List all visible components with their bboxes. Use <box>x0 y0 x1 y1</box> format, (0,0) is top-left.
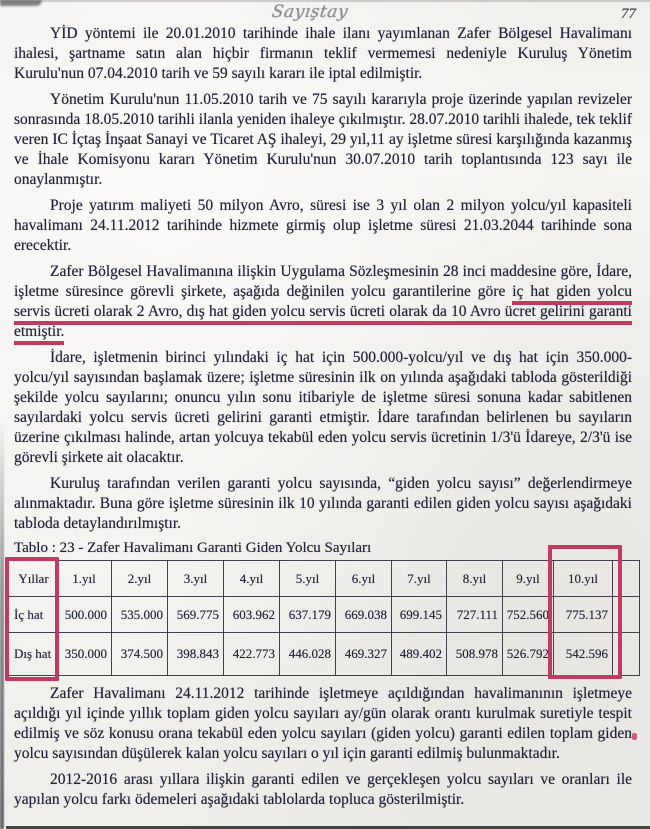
table-cell: 508.978 <box>447 633 503 676</box>
table-sliver-cell <box>613 633 640 676</box>
table-header-row <box>9 561 640 597</box>
table-cell: 569.775 <box>168 597 224 633</box>
paragraph-2012-2016-summary: 2012-2016 arası yıllara ilişkin garanti edilen ve gerçekleşen yolcu sayıları ve oranları ile yapılan yolcu farkı ödemeleri aşağıdaki tablolarda topluca gösterilmiştir. <box>14 771 632 808</box>
scan-edge-left-artifact <box>0 420 4 829</box>
table-row-label: İç hat <box>9 597 57 633</box>
table-cell: 446.028 <box>280 633 336 676</box>
table-header-cell: 8.yıl <box>447 561 503 597</box>
table-cell: 752.560 <box>503 597 554 633</box>
table-sliver-cell <box>613 561 640 597</box>
table-cell: 374.500 <box>112 633 168 676</box>
table-header-cell: 7.yıl <box>392 561 447 597</box>
table-header-cell: 4.yıl <box>224 561 280 597</box>
table-cell: 699.145 <box>392 597 447 633</box>
table-header-cell: 3.yıl <box>168 561 224 597</box>
table-cell: 727.111 <box>447 597 503 633</box>
table-cell: 350.000 <box>57 633 112 676</box>
table-cell: 669.038 <box>336 597 392 633</box>
table-cell: 603.962 <box>224 597 280 633</box>
table-cell: 535.000 <box>112 597 168 633</box>
table-cell: 542.596 <box>554 633 613 676</box>
header-script-signature: Sayıştay <box>270 2 350 22</box>
paragraph-passenger-guarantee-detail: İdare, işletmenin birinci yılındaki iç hat için 500.000-yolcu/yıl ve dış hat için 350.000-yolcu/yıl sayısından başlamak üzere; işletme süresinin ilk on yılında aşağıdaki tabloda gösterildiği şekilde yolcu sayılarını; onuncu yılın sonu itibariyle de işletme süresi sonuna kadar sabitlenen sayılardaki yolcu servis ücreti gelirini garanti etmiştir. İdare tarafından belirlenen bu sayıların üzerine çıkılması halinde, artan yolcuya tekabül eden yolcu servis ücretinin 1/3'ü İdareye, 2/3'ü ise görevli şirkete ait olacaktır. <box>14 349 632 466</box>
table-header-cell: 5.yıl <box>280 561 336 597</box>
table-header-cell: 9.yıl <box>503 561 554 597</box>
table-cell: 526.792 <box>503 633 554 676</box>
scan-smudge-topleft-artifact <box>0 0 42 6</box>
paragraph-opening-year-proration: Zafer Havalimanı 24.11.2012 tarihinde işletmeye açıldığından havalimanının işletmeye açıldığı yıl içinde yıllık toplam giden yolcu sayıları ay/gün olarak orantı kurulmak suretiyle tespit edilmiş ve söz konusu orana tekabül eden yolcu sayıları (giden yolcu) garanti edilen toplam giden yolcu sayısından düşülerek kalan yolcu sayıları o yıl için garanti edilmiş bulunmaktadır. <box>14 685 632 762</box>
table-caption: Tablo : 23 - Zafer Havalimanı Garanti Giden Yolcu Sayıları <box>14 540 372 556</box>
table-cell: 422.773 <box>224 633 280 676</box>
table-header-cell: 1.yıl <box>57 561 112 597</box>
paragraph-tender-cancellation: YİD yöntemi ile 20.01.2010 tarihinde ihale ilanı yayımlanan Zafer Bölgesel Havalimanı ihalesi, şartname satın alan hiçbir firmanın teklif vermemesi nedeniyle Kuruluş Yönetim Kurulu'nun 07.04.2010 tarih ve 59 sayılı kararı ile iptal edilmiştir. <box>14 25 632 82</box>
red-mark-artifact <box>632 733 637 740</box>
table-cell: 637.179 <box>280 597 336 633</box>
paragraph-retender-award: Yönetim Kurulu'nun 11.05.2010 tarih ve 75 sayılı kararıyla proje üzerinde yapılan revizeler sonrasında 18.05.2010 tarihli ilanla yeniden ihaleye çıkılmıştır. 28.07.2010 tarihli ihalede, tek teklif veren IC İçtaş İnşaat Sanayi ve Ticaret AŞ ihaleyi, 29 yıl,11 ay işletme süresi karşılığında kazanmış ve İhale Komisyonu kararı Yönetim Kurulu'nun 30.07.2010 tarih toplantısında 123 sayı ile onaylanmıştır. <box>14 91 632 188</box>
guarantee-table-wrapper <box>8 560 639 676</box>
table-row-domestic <box>9 597 640 633</box>
table-cell: 398.843 <box>168 633 224 676</box>
paragraph-guarantee-clause <box>14 262 632 342</box>
paragraph-project-cost: Proje yatırım maliyeti 50 milyon Avro, süresi ise 3 yıl olan 2 milyon yolcu/yıl kapasiteli havalimanı 24.11.2012 tarihinde hizmete girmiş olup işletme süresi 21.03.2044 tarihinde sona erecektir. <box>14 197 632 254</box>
document-body <box>0 24 650 816</box>
table-cell: 775.137 <box>554 597 613 633</box>
table-row-label: Dış hat <box>9 633 57 676</box>
table-header-cell: 10.yıl <box>554 561 613 597</box>
paragraph-guarantee-lead: Zafer Bölgesel Havalimanına ilişkin Uygulama Sözleşmesinin 28 inci maddesine göre, İdare, işletme süresince görevli şirkete, aşağıda değinilen yolcu garantilerine göre <box>14 263 632 300</box>
table-header-cell: 2.yıl <box>112 561 168 597</box>
paragraph-departing-passenger-basis: Kuruluş tarafından verilen garanti yolcu sayısında, “giden yolcu sayısı” değerlendirmeye alınmaktadır. Buna göre işletme süresinin ilk 10 yılında garanti edilen giden yolcu sayısı aşağıdaki tabloda detaylandırılmıştır. <box>14 475 632 532</box>
table-cell: 469.327 <box>336 633 392 676</box>
guarantee-passenger-table <box>8 560 640 676</box>
table-cell: 489.402 <box>392 633 447 676</box>
table-sliver-cell <box>613 597 640 633</box>
underlined-guarantee-passage: iç hat giden yolcu servis ücreti olarak 2 Avro, dış hat giden yolcu servis ücreti olarak da 10 Avro ücret gelirini garanti etmiştir. <box>14 283 632 345</box>
table-row-international <box>9 633 640 676</box>
table-header-cell: Yıllar <box>9 561 57 597</box>
table-header-cell: 6.yıl <box>336 561 392 597</box>
page-number: 77 <box>621 6 636 22</box>
table-cell: 500.000 <box>57 597 112 633</box>
